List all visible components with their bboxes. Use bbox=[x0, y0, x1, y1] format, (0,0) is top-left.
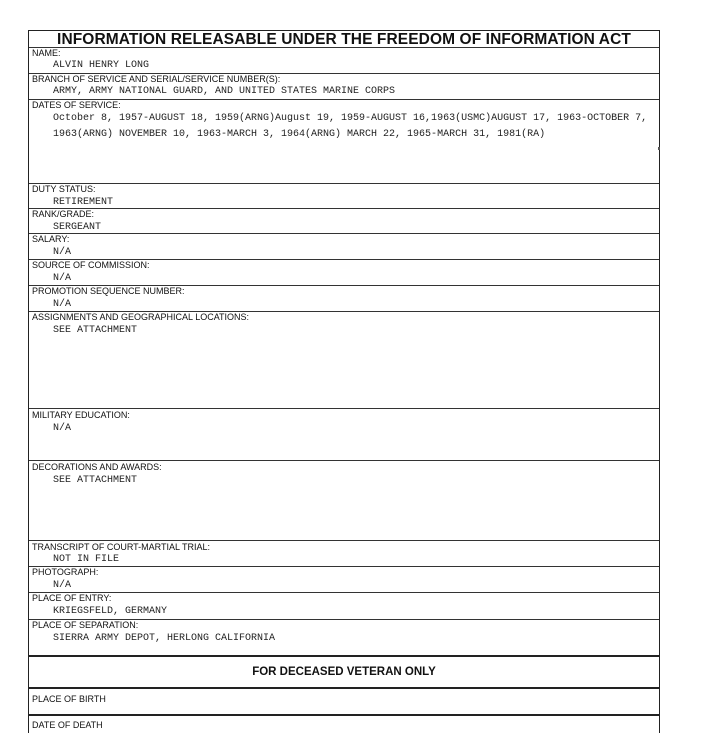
field-military-education bbox=[29, 408, 659, 460]
deceased-divider bbox=[29, 687, 659, 689]
education-value: N/A bbox=[53, 423, 72, 434]
branch-value: ARMY, ARMY NATIONAL GUARD, AND UNITED STATES MARINE CORPS bbox=[53, 86, 396, 97]
birth-divider bbox=[29, 714, 659, 716]
rank-label: RANK/GRADE: bbox=[32, 209, 95, 219]
separation-value: SIERRA ARMY DEPOT, HERLONG CALIFORNIA bbox=[53, 633, 276, 644]
scan-mark bbox=[658, 147, 660, 150]
assignments-value: SEE ATTACHMENT bbox=[53, 325, 138, 336]
salary-label: SALARY: bbox=[32, 234, 70, 244]
field-name bbox=[29, 47, 659, 73]
field-promotion bbox=[29, 285, 659, 311]
field-rank bbox=[29, 208, 659, 233]
name-value: ALVIN HENRY LONG bbox=[53, 60, 150, 71]
field-place-of-entry bbox=[29, 592, 659, 619]
field-duty-status bbox=[29, 183, 659, 208]
duty-status-value: RETIREMENT bbox=[53, 197, 114, 208]
court-martial-value: NOT IN FILE bbox=[53, 554, 120, 565]
commission-value: N/A bbox=[53, 273, 72, 284]
form-title: INFORMATION RELEASABLE UNDER THE FREEDOM OF INFORMATION ACT bbox=[57, 31, 631, 48]
field-branch bbox=[29, 73, 659, 99]
decorations-label: DECORATIONS AND AWARDS: bbox=[32, 462, 162, 472]
branch-label: BRANCH OF SERVICE AND SERIAL/SERVICE NUMBER(S): bbox=[32, 74, 281, 84]
assignments-label: ASSIGNMENTS AND GEOGRAPHICAL LOCATIONS: bbox=[32, 312, 250, 322]
decorations-value: SEE ATTACHMENT bbox=[53, 475, 138, 486]
place-of-birth-label: PLACE OF BIRTH bbox=[32, 694, 106, 704]
duty-status-label: DUTY STATUS: bbox=[32, 184, 96, 194]
field-dates-of-service bbox=[29, 99, 659, 183]
field-court-martial bbox=[29, 540, 659, 566]
name-label: NAME: bbox=[32, 48, 61, 58]
date-of-death-label: DATE OF DEATH bbox=[32, 720, 103, 730]
field-decorations bbox=[29, 460, 659, 540]
commission-label: SOURCE OF COMMISSION: bbox=[32, 260, 150, 270]
foia-form bbox=[28, 30, 660, 733]
entry-value: KRIEGSFELD, GERMANY bbox=[53, 606, 168, 617]
court-martial-label: TRANSCRIPT OF COURT-MARTIAL TRIAL: bbox=[32, 542, 211, 552]
deceased-header: FOR DECEASED VETERAN ONLY bbox=[252, 666, 436, 678]
promotion-label: PROMOTION SEQUENCE NUMBER: bbox=[32, 286, 185, 296]
salary-value: N/A bbox=[53, 247, 72, 258]
deceased-section bbox=[29, 655, 659, 734]
photograph-label: PHOTOGRAPH: bbox=[32, 567, 99, 577]
field-place-of-separation bbox=[29, 619, 659, 655]
field-assignments bbox=[29, 311, 659, 408]
promotion-value: N/A bbox=[53, 299, 72, 310]
rank-value: SERGEANT bbox=[53, 222, 102, 233]
photograph-value: N/A bbox=[53, 580, 72, 591]
field-salary bbox=[29, 233, 659, 259]
dates-label: DATES OF SERVICE: bbox=[32, 100, 121, 110]
separation-label: PLACE OF SEPARATION: bbox=[32, 620, 139, 630]
field-photograph bbox=[29, 566, 659, 592]
dates-value: October 8, 1957-AUGUST 18, 1959(ARNG)August 19, 1959-AUGUST 16,1963(USMC)AUGUST 17, 1963-OCTOBER 7, 1963(ARNG) NOVEMBER 10, 1963-MARCH 3, 1964(ARNG) MARCH 22, 1965-MARCH 31, 1981(RA) bbox=[53, 113, 648, 140]
entry-label: PLACE OF ENTRY: bbox=[32, 593, 112, 603]
field-commission bbox=[29, 259, 659, 285]
education-label: MILITARY EDUCATION: bbox=[32, 410, 130, 420]
